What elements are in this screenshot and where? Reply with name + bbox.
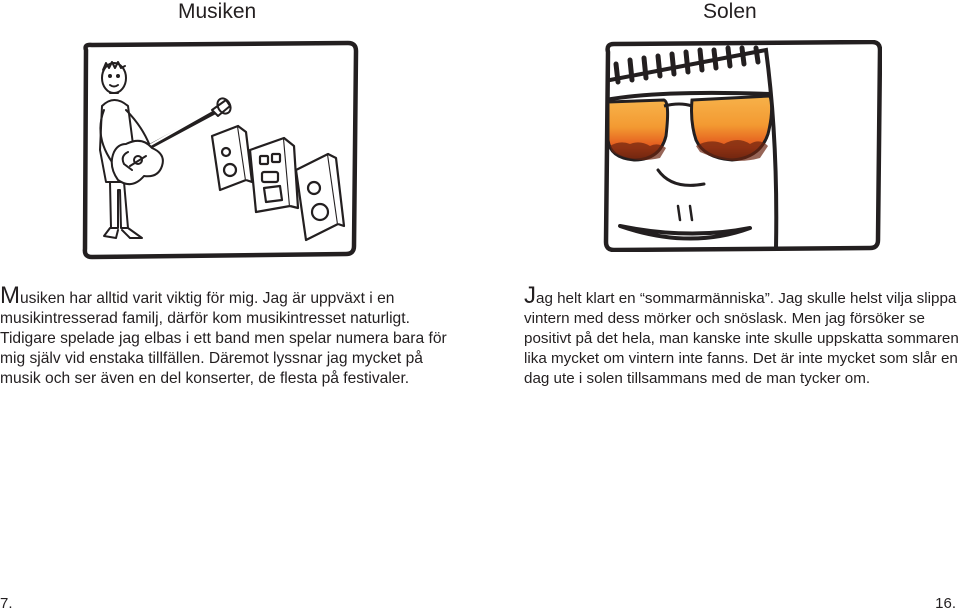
page-number: 7. xyxy=(0,595,13,612)
drop-cap: M xyxy=(0,282,20,309)
guitarist-illustration xyxy=(80,40,360,260)
page-number: 16. xyxy=(935,595,956,612)
body-text: usiken har alltid varit viktig för mig. Jag är uppväxt i en musikintresserad familj, därför kom musikintresset naturligt. Tidigare spelade jag elbas i ett band men spelar numera bara för mig själv vid enstaka tillfällen. Däremot lyssnar jag mycket på musik och ser även en del konserter, de flesta på festivaler. xyxy=(0,290,447,387)
page-title-left: Musiken xyxy=(178,0,257,23)
body-text: ag helt klart en “sommarmänniska”. Jag skulle helst vilja slippa vintern med dess mörker och snöslask. Men jag försöker se positivt på det hela, man kanske inte skulle uppskatta sommaren lika mycket om vintern inte fanns. Det är inte mycket som slår en dag ute i solen tillsammans med de man tycker om. xyxy=(524,290,959,387)
page-title-right: Solen xyxy=(703,0,757,23)
sunglasses-face-illustration xyxy=(600,40,882,252)
drop-cap: J xyxy=(524,282,536,309)
